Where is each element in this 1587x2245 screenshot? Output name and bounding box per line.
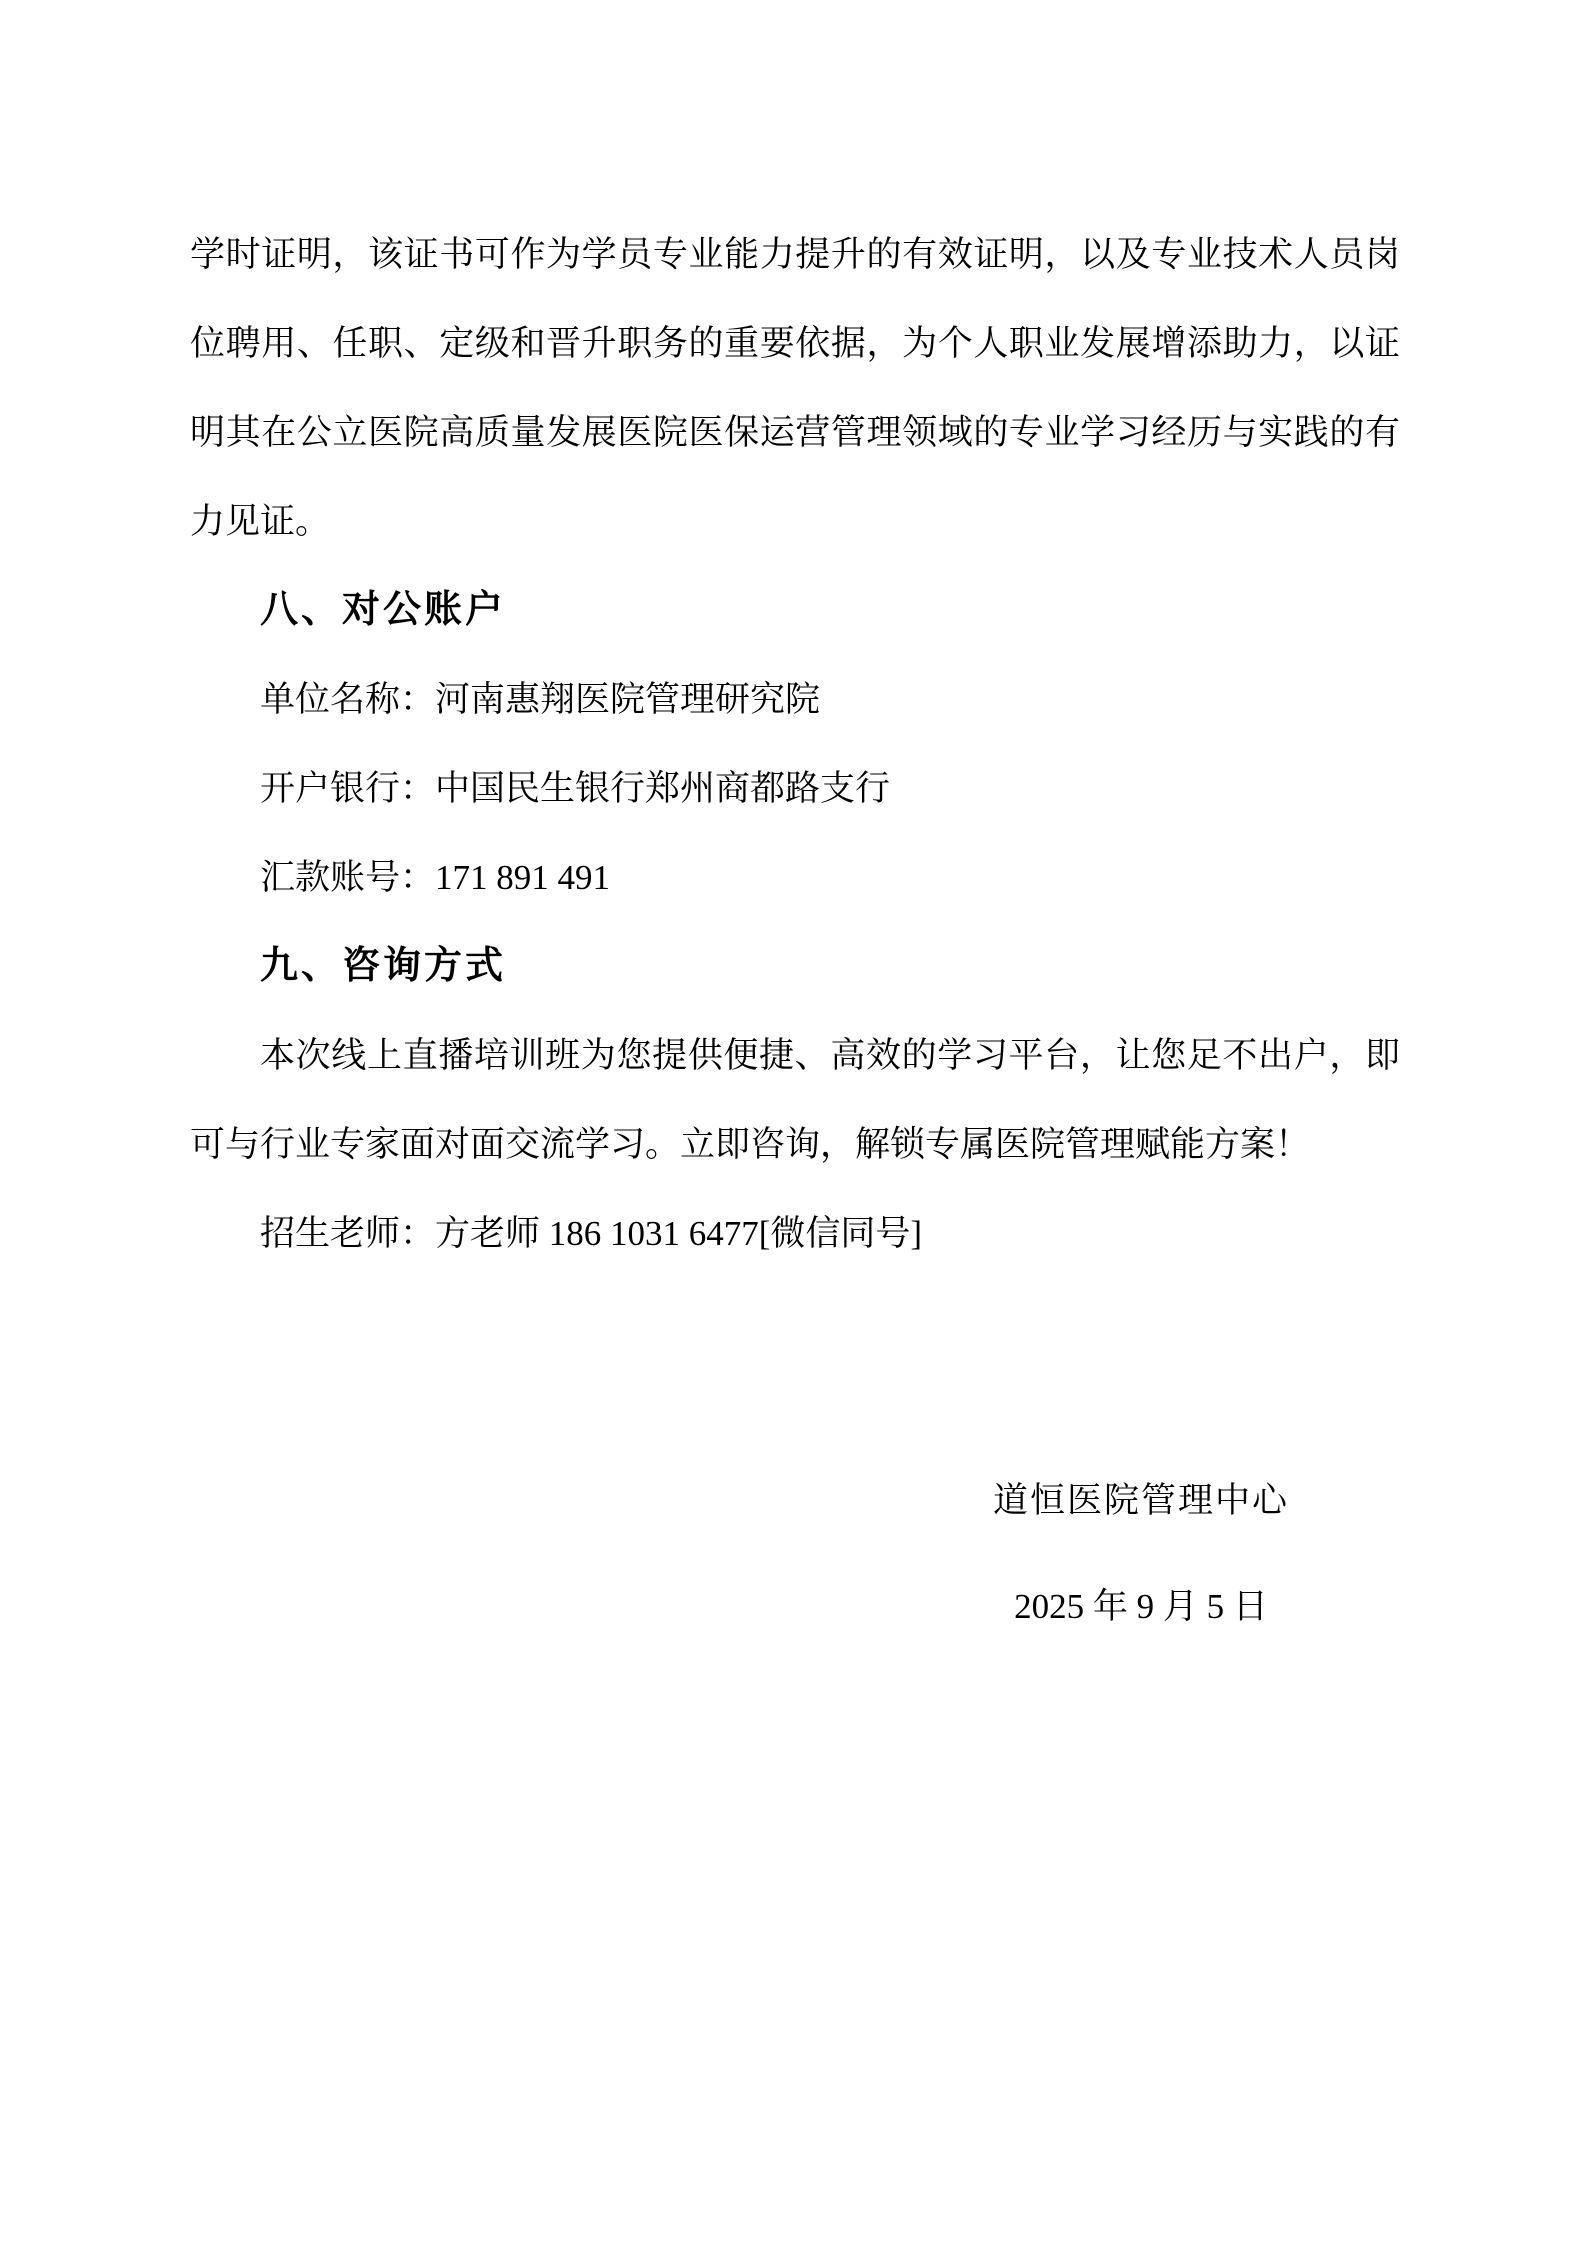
bank-name-line: 开户银行：中国民生银行郑州商都路支行 [260, 769, 891, 808]
signature-date: 2025 年 9 月 5 日 [1014, 1587, 1268, 1626]
consultation-paragraph: 本次线上直播培训班为您提供便捷、高效的学习平台，让您足不出户，即可与行业专家面对面交流学习。立即咨询，解锁专属医院管理赋能方案！ [190, 1036, 1400, 1164]
section-heading-consultation: 九、咨询方式 [260, 945, 507, 987]
signature-block [931, 1448, 1351, 1660]
bank-account-number-line: 汇款账号：171 891 491 [260, 858, 611, 897]
bank-unit-name-line: 单位名称：河南惠翔医院管理研究院 [260, 680, 821, 719]
admissions-teacher-line: 招生老师：方老师 186 1031 6477[微信同号] [260, 1214, 923, 1253]
section-heading-bank-account: 八、对公账户 [260, 589, 507, 631]
document-content [190, 210, 1400, 1660]
continuation-paragraph: 学时证明，该证书可作为学员专业能力提升的有效证明，以及专业技术人员岗位聘用、任职、定级和晋升职务的重要依据，为个人职业发展增添助力，以证明其在公立医院高质量发展医院医保运营管理领域的专业学习经历与实践的有力见证。 [190, 235, 1400, 541]
whitespace-spacer [190, 1278, 1400, 1448]
signature-organization: 道恒医院管理中心 [992, 1481, 1289, 1520]
